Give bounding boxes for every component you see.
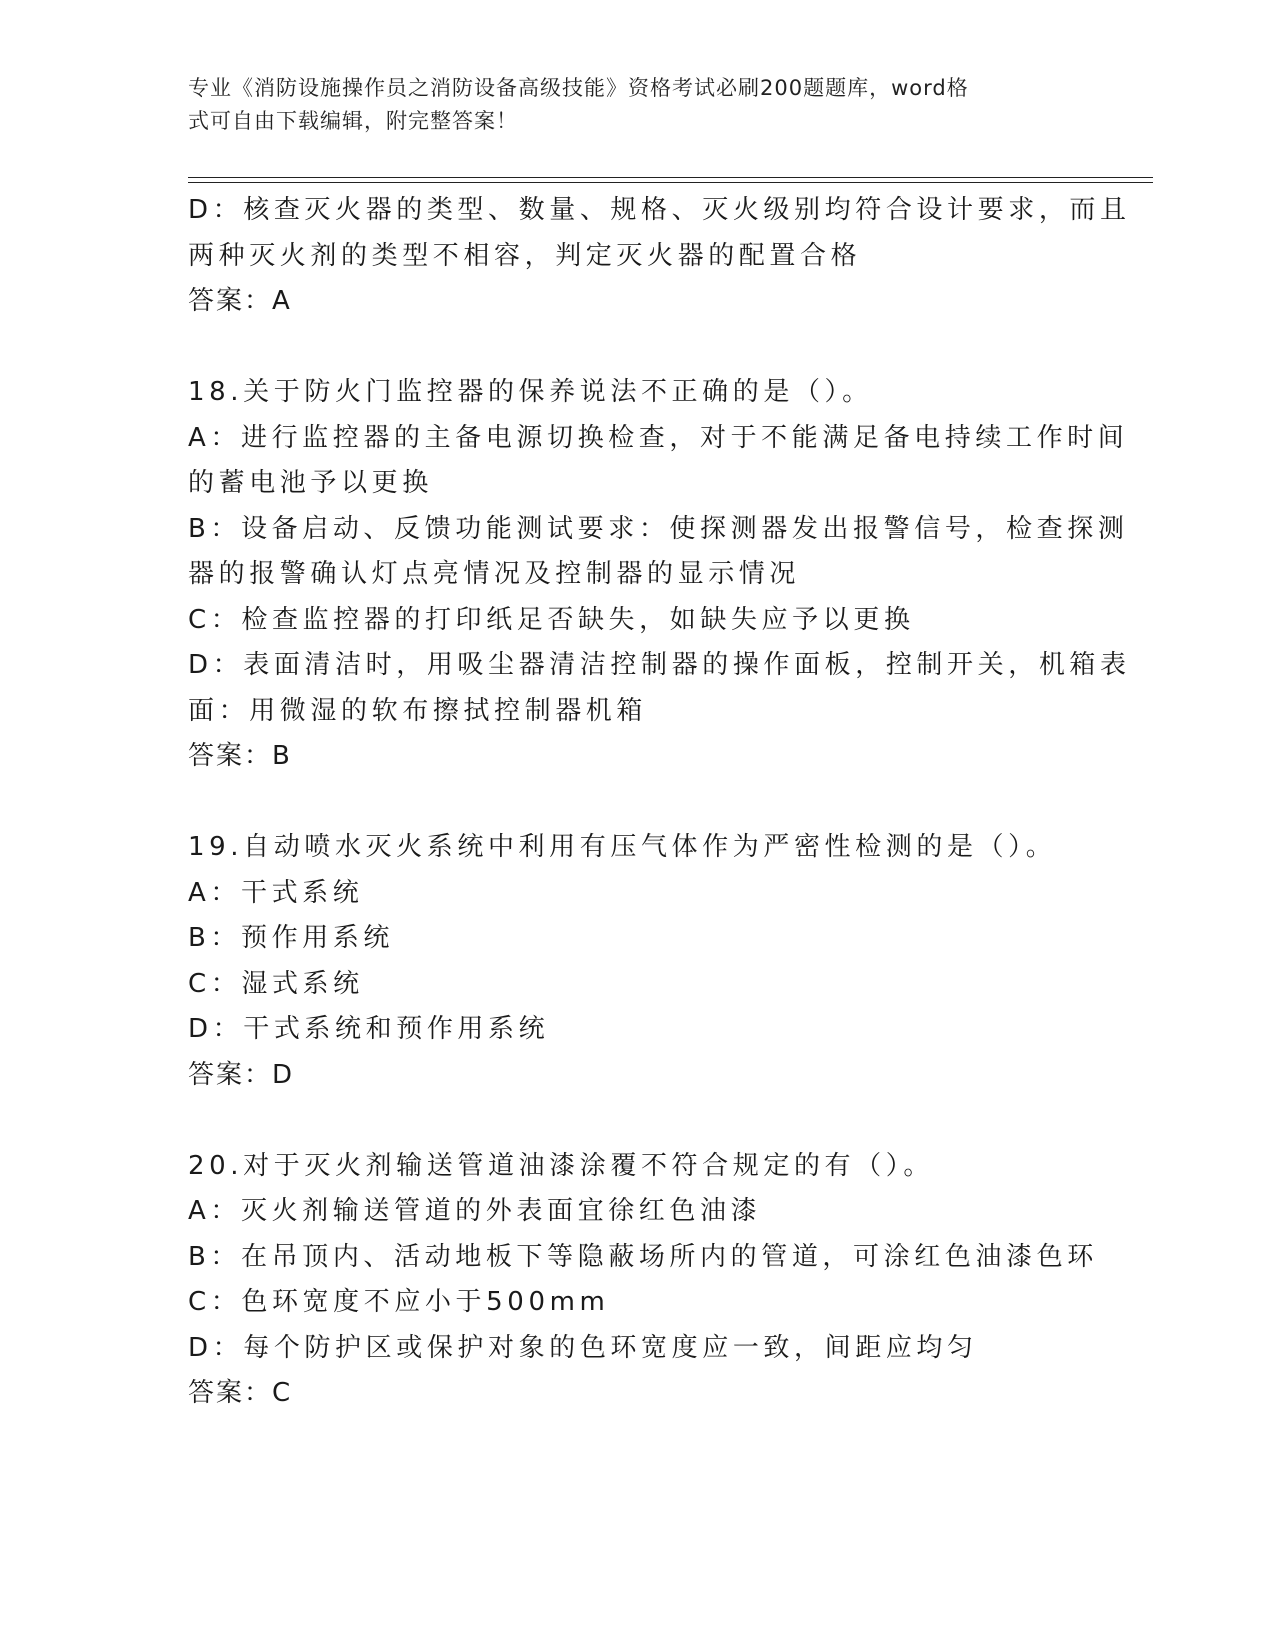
question-stem: 18.关于防火门监控器的保养说法不正确的是（）。	[188, 377, 873, 407]
header-rule-bottom	[188, 182, 1153, 183]
answer: 答案：A	[188, 286, 292, 316]
option-d-line-1: D：表面清洁时，用吸尘器清洁控制器的操作面板，控制开关，机箱表	[188, 650, 1131, 680]
option-c-line-1: C：检查监控器的打印纸足否缺失，如缺失应予以更换	[188, 604, 915, 635]
option-a-line-1: A：灭火剂输送管道的外表面宜徐红色油漆	[188, 1196, 762, 1226]
spacer	[188, 780, 1088, 826]
question-20	[188, 1144, 1098, 1417]
question-stem: 20.对于灭火剂输送管道油漆涂覆不符合规定的有（）。	[188, 1150, 934, 1181]
header-line-1: 专业《消防设施操作员之消防设备高级技能》资格考试必刷200题题库，word格	[188, 76, 969, 100]
answer: 答案：C	[188, 1378, 293, 1408]
header-rule-top	[188, 177, 1153, 178]
answer: 答案：D	[188, 1059, 295, 1090]
option-a-line-2: 的蓄电池予以更换	[188, 468, 433, 498]
option-b-line-1: B：在吊顶内、活动地板下等隐蔽场所内的管道，可涂红色油漆色环	[188, 1241, 1098, 1272]
option-b-line-1: B：预作用系统	[188, 923, 395, 953]
spacer	[188, 325, 1088, 371]
option-d-line-2: 面：用微湿的软布擦拭控制器机箱	[188, 695, 648, 726]
question-18	[188, 370, 1131, 780]
option-d-line-1: D：核查灭火器的类型、数量、规格、灭火级别均符合设计要求，而且	[188, 195, 1131, 225]
spacer	[188, 1098, 1088, 1144]
header-line-2: 式可自由下载编辑，附完整答案！	[188, 109, 518, 133]
option-d-line-1: D：每个防护区或保护对象的色环宽度应一致，间距应均匀	[188, 1332, 978, 1363]
option-b-line-2: 器的报警确认灯点亮情况及控制器的显示情况	[188, 559, 801, 589]
answer: 答案：B	[188, 741, 292, 771]
option-d-line-1: D：干式系统和预作用系统	[188, 1014, 550, 1044]
option-d-line-2: 两种灭火剂的类型不相容，判定灭火器的配置合格	[188, 240, 862, 271]
question-19	[188, 825, 1088, 1098]
previous-question-tail	[188, 188, 1131, 325]
document-header	[188, 72, 1068, 138]
option-c-line-1: C：色环宽度不应小于500mm	[188, 1287, 610, 1317]
option-c-line-1: C：湿式系统	[188, 968, 364, 999]
question-content	[188, 188, 1131, 1417]
option-a-line-1: A：干式系统	[188, 877, 364, 908]
option-a-line-1: A：进行监控器的主备电源切换检查，对于不能满足备电持续工作时间	[188, 422, 1129, 453]
question-stem: 19.自动喷水灭火系统中利用有压气体作为严密性检测的是（）。	[188, 832, 1057, 862]
option-b-line-1: B：设备启动、反馈功能测试要求：使探测器发出报警信号，检查探测	[188, 513, 1129, 544]
